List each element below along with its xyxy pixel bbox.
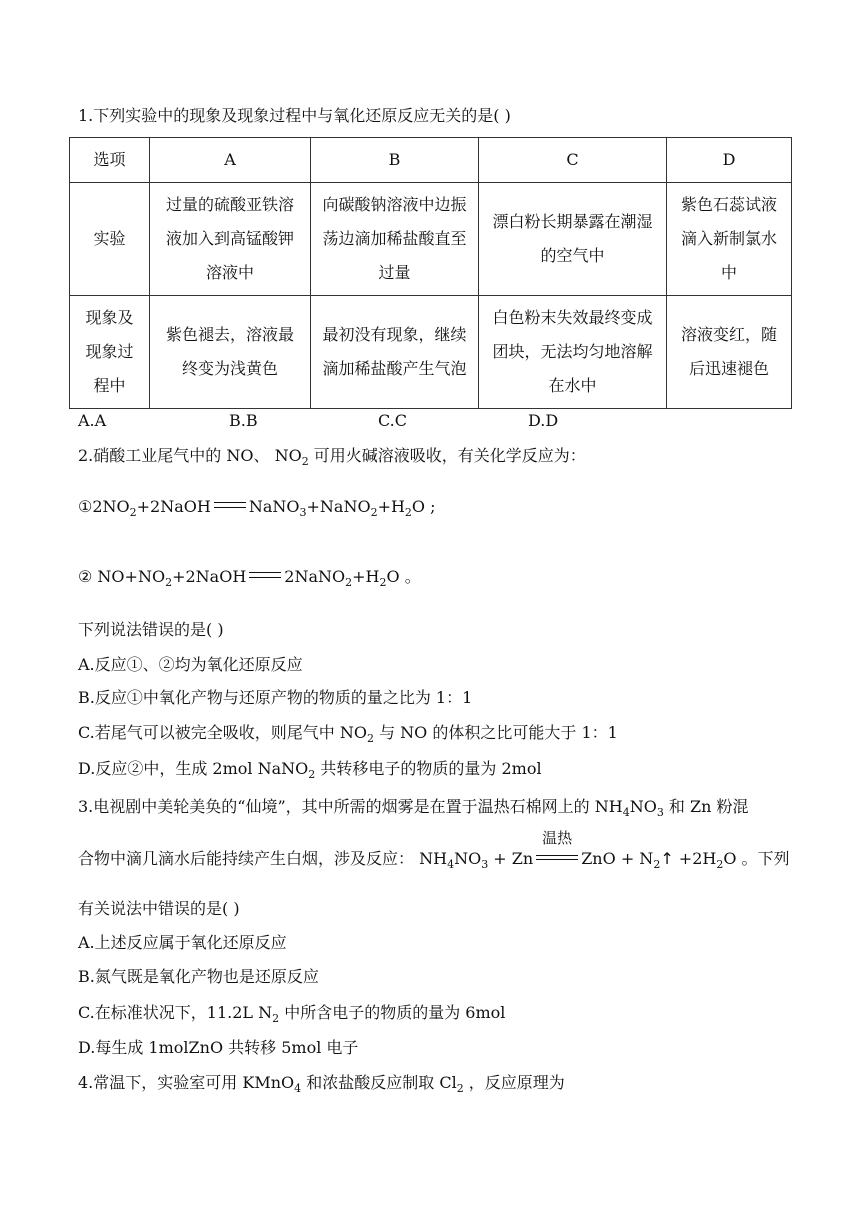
q3-option-a[interactable]: A.上述反应属于氧化还原反应 [78,933,287,952]
q1-option-d[interactable]: D.D [528,411,559,430]
q1-option-c[interactable]: C.C [378,411,407,430]
q2-equation-1: $①2NO_2+2NaOH$ $NaNO_3+NaNO_2+H_2O$ ; [78,497,436,519]
table-cell: 漂白粉长期暴露在潮湿的空气中 [479,183,667,296]
table-row [70,183,792,296]
q2-option-c[interactable]: C.若尾气可以被完全吸收，则尾气中 $NO_2$ 与 NO 的体积之比可能大于 1：1 [78,723,618,745]
table-cell: 紫色石蕊试液滴入新制氯水中 [667,183,792,296]
table-header-cell: 选项 [70,138,150,183]
q3-option-d[interactable]: D.每生成 1molZnO 共转移 5mol 电子 [78,1038,359,1057]
q1-options [78,411,678,433]
table-header-cell: C [479,138,667,183]
q2-option-a[interactable]: A.反应①、②均为氧化还原反应 [78,655,303,674]
table-row [70,296,792,409]
q2-question: 下列说法错误的是( ) [78,620,224,639]
q3-stem-line-2: 合物中滴几滴水后能持续产生白烟，涉及反应： $NH_4NO_3 + Zn$ 温热 ZnO + $N_2↑ +2H_2O$ 。下列 [78,829,790,871]
q3-option-b[interactable]: B.氮气既是氧化产物也是还原反应 [78,967,319,986]
q2-equation-2: ② $NO+NO_2+2NaOH$ $2NaNO_2+H_2O$ 。 [78,567,421,589]
table-cell: 最初没有现象，继续滴加稀盐酸产生气泡 [311,296,479,409]
table-header-cell: D [667,138,792,183]
q1-option-b[interactable]: B.B [229,411,258,430]
q1-table [69,137,792,409]
reaction-condition: 温热 [536,852,578,862]
table-cell: 溶液变红，随后迅速褪色 [667,296,792,409]
q2-option-d[interactable]: D.反应②中，生成 2mol NaNO$_2$ 共转移电子的物质的量为 2mol [78,759,542,781]
table-cell: 向碳酸钠溶液中边振荡边滴加稀盐酸直至过量 [311,183,479,296]
q2-option-b[interactable]: B.反应①中氧化产物与还原产物的物质的量之比为 1：1 [78,688,473,707]
q4-stem: 4.常温下，实验室可用 KMnO$_4$ 和浓盐酸反应制取 $Cl_2$ ，反应原理为 [78,1073,565,1095]
table-cell: 现象及现象过程中 [70,296,150,409]
q3-stem-line-1: 3.电视剧中美轮美奂的“仙境”，其中所需的烟雾是在置于温热石棉网上的 $NH_4NO_3$ 和 Zn 粉混 [78,797,749,819]
table-cell: 白色粉末失效最终变成团块，无法均匀地溶解在水中 [479,296,667,409]
table-cell: 过量的硫酸亚铁溶液加入到高锰酸钾溶液中 [150,183,311,296]
table-header-cell: A [150,138,311,183]
table-header-cell: B [311,138,479,183]
q1-option-a[interactable]: A.A [78,411,107,430]
q1-stem: 1.下列实验中的现象及现象过程中与氧化还原反应无关的是( ) [78,106,511,125]
table-cell: 紫色褪去，溶液最终变为浅黄色 [150,296,311,409]
q2-stem: 2.硝酸工业尾气中的 NO、 $NO_2$ 可用火碱溶液吸收，有关化学反应为： [78,446,586,468]
q3-stem-line-3: 有关说法中错误的是( ) [78,899,240,918]
q3-option-c[interactable]: C.在标准状况下，11.2L $N_2$ 中所含电子的物质的量为 6mol [78,1003,506,1025]
gas-arrow-icon: ↑ [660,849,674,868]
table-cell: 实验 [70,183,150,296]
